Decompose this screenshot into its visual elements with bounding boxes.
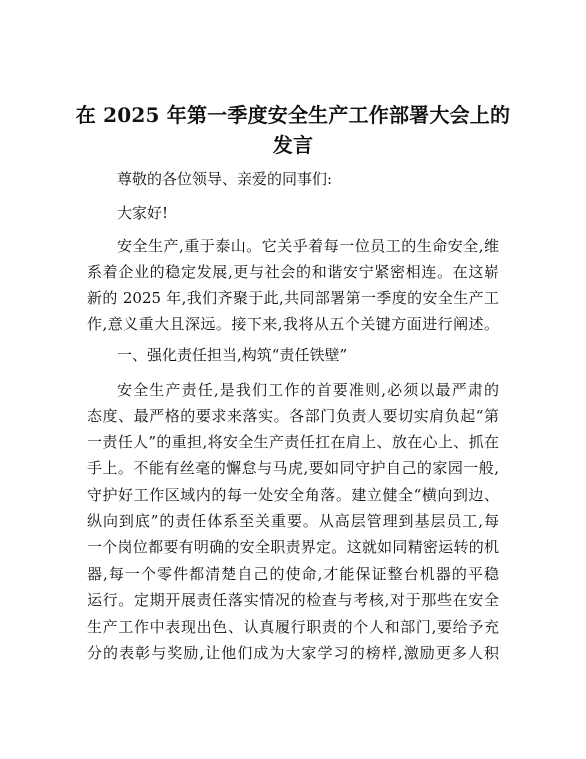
paragraph-1-line: 新的 2025 年,我们齐聚于此,共同部署第一季度的安全生产工 [87,289,499,307]
paragraph-2-line: 态度、最严格的要求来落实。各部门负责人要切实肩负起“第 [87,407,499,425]
paragraph-1-line: 作,意义重大且深远。接下来,我将从五个关键方面进行阐述。 [87,315,499,333]
document-title [60,100,526,160]
greeting: 大家好! [117,204,169,222]
paragraph-2-line: 安全生产责任,是我们工作的首要准则,必须以最严肃的 [117,381,499,399]
paragraph-1-line: 系着企业的稳定发展,更与社会的和谐安宁紧密相连。在这崭 [87,263,499,281]
salutation: 尊敬的各位领导、亲爱的同事们: [117,170,333,188]
title-line-1: 在 2025 年第一季度安全生产工作部署大会上的 [75,103,511,127]
paragraph-2-line: 守护好工作区域内的每一处安全角落。建立健全“横向到边、 [87,486,499,504]
paragraph-2-line: 纵向到底”的责任体系至关重要。从高层管理到基层员工,每 [87,512,499,530]
paragraph-2-line: 一个岗位都要有明确的安全职责界定。这就如同精密运转的机 [87,538,499,556]
paragraph-2-line: 器,每一个零件都清楚自己的使命,才能保证整台机器的平稳 [87,565,499,583]
section-heading-1: 一、强化责任担当,构筑“责任铁壁” [117,346,348,364]
paragraph-1-line: 安全生产,重于泰山。它关乎着每一位员工的生命安全,维 [117,237,499,255]
paragraph-2-line: 运行。定期开展责任落实情况的检查与考核,对于那些在安全 [87,591,499,609]
title-line-2: 发言 [272,133,314,157]
paragraph-2-line: 生产工作中表现出色、认真履行职责的个人和部门,要给予充 [87,618,499,636]
paragraph-2-line: 分的表彰与奖励,让他们成为大家学习的榜样,激励更多人积 [87,644,499,662]
paragraph-2-line: 一责任人”的重担,将安全生产责任扛在肩上、放在心上、抓在 [87,433,499,451]
paragraph-2-line: 手上。不能有丝毫的懈怠与马虎,要如同守护自己的家园一般, [87,459,499,477]
